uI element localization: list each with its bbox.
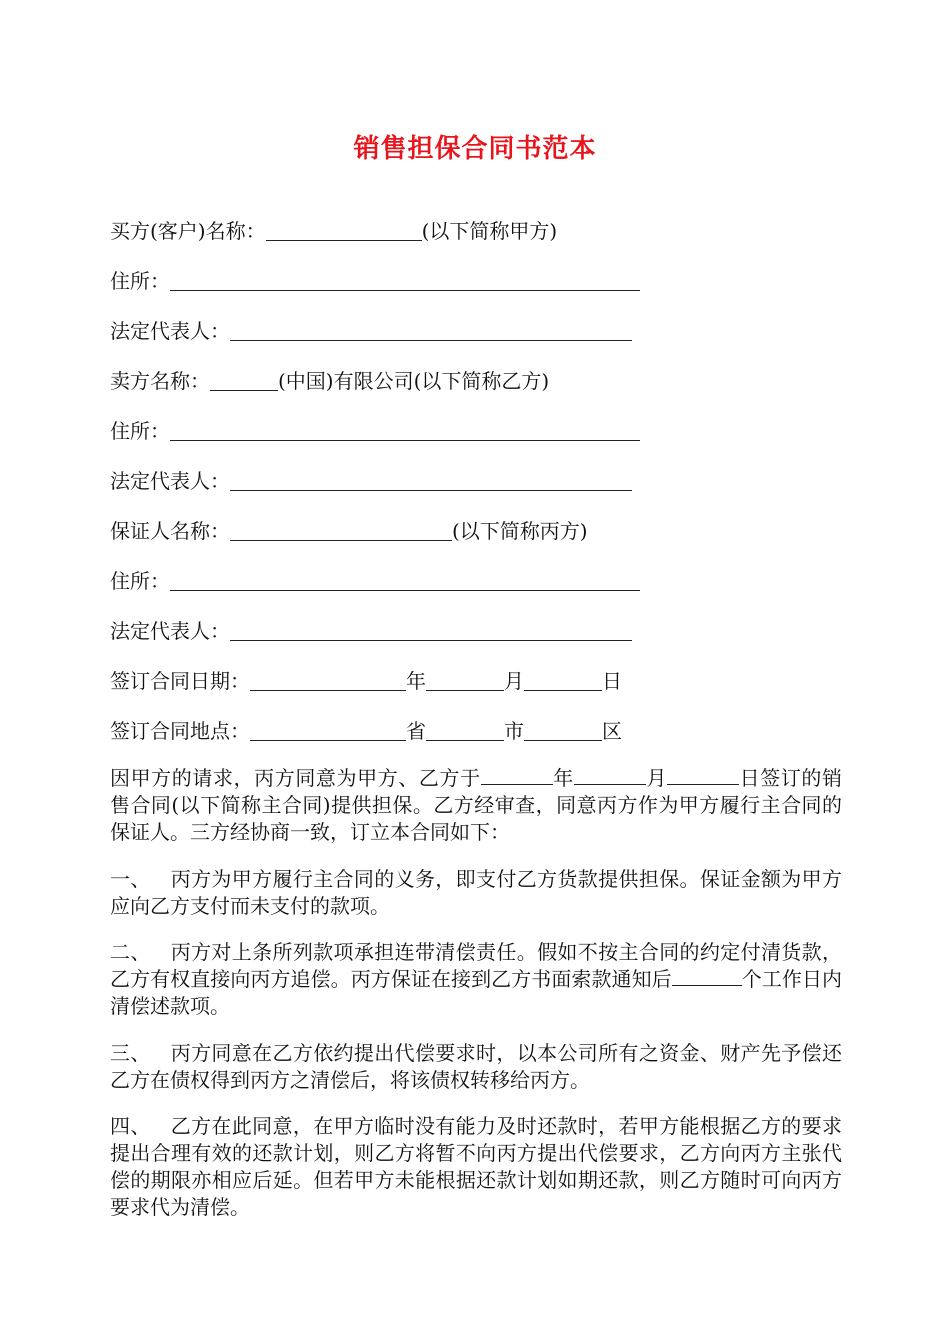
guarantor-rep-blank[interactable]	[230, 620, 632, 641]
buyer-rep-row	[110, 316, 632, 346]
seller-name-label: 卖方名称：	[110, 369, 210, 393]
seller-address-blank[interactable]	[170, 420, 640, 441]
clause-text: 丙方为甲方履行主合同的义务，即支付乙方货款提供担保。保证金额为甲方应向乙方支付而未支付的款项。	[110, 867, 843, 918]
sign-place-row	[110, 716, 622, 746]
sign-day-blank[interactable]	[524, 670, 602, 691]
buyer-rep-blank[interactable]	[230, 320, 632, 341]
seller-rep-label: 法定代表人：	[110, 469, 230, 493]
buyer-address-row	[110, 266, 640, 296]
intro-year-blank[interactable]	[481, 766, 553, 785]
province-label: 省	[406, 719, 426, 743]
seller-address-label: 住所：	[110, 419, 170, 443]
seller-name-blank[interactable]	[210, 370, 278, 391]
sign-province-blank[interactable]	[250, 720, 406, 741]
buyer-address-label: 住所：	[110, 269, 170, 293]
sign-date-label: 签订合同日期：	[110, 669, 250, 693]
seller-address-row	[110, 416, 640, 446]
guarantor-name-suffix: (以下简称丙方)	[452, 519, 588, 543]
clause-text-before: 丙方对上条所列款项承担连带清偿责任。假如不按主合同的约定付清货款，乙方有权直接向丙方追偿。丙方保证在接到乙方书面索款通知后	[110, 940, 843, 991]
sign-month-blank[interactable]	[426, 670, 504, 691]
clause-1	[110, 866, 842, 920]
buyer-name-blank[interactable]	[266, 220, 422, 241]
seller-rep-row	[110, 466, 632, 496]
intro-year-label: 年	[552, 766, 574, 790]
district-label: 区	[602, 719, 622, 743]
day-label: 日	[602, 669, 622, 693]
seller-name-suffix: (中国)有限公司(以下简称乙方)	[278, 369, 550, 393]
intro-day-blank[interactable]	[667, 766, 739, 785]
clause-number: 二、	[110, 940, 151, 964]
guarantor-address-row	[110, 566, 640, 596]
guarantor-address-blank[interactable]	[170, 570, 640, 591]
clause-3	[110, 1040, 842, 1094]
guarantor-rep-row	[110, 616, 632, 646]
clause-number: 一、	[110, 867, 151, 891]
intro-month-blank[interactable]	[574, 766, 646, 785]
clause-text-after: 个工作日内清偿述款项。	[110, 967, 843, 1018]
guarantor-name-blank[interactable]	[230, 520, 452, 541]
clause-2	[110, 939, 842, 1020]
month-label: 月	[504, 669, 524, 693]
sign-year-blank[interactable]	[250, 670, 406, 691]
sign-city-blank[interactable]	[426, 720, 504, 741]
working-days-blank[interactable]	[672, 967, 742, 986]
clause-4	[110, 1113, 842, 1221]
sign-district-blank[interactable]	[524, 720, 602, 741]
guarantor-address-label: 住所：	[110, 569, 170, 593]
intro-text-part1: 因甲方的请求，丙方同意为甲方、乙方于	[110, 766, 481, 790]
document-title: 销售担保合同书范本	[353, 134, 597, 164]
guarantor-name-row	[110, 516, 588, 546]
seller-name-row	[110, 366, 549, 396]
buyer-rep-label: 法定代表人：	[110, 319, 230, 343]
intro-text-part2: 日签订的销售合同(以下简称主合同)提供担保。乙方经审查，同意丙方作为甲方履行主合同的保证人。三方经协商一致，订立本合同如下：	[110, 766, 843, 844]
clause-number: 三、	[110, 1041, 151, 1065]
buyer-address-blank[interactable]	[170, 270, 640, 291]
intro-month-label: 月	[645, 766, 668, 790]
seller-rep-blank[interactable]	[230, 470, 632, 491]
city-label: 市	[504, 719, 524, 743]
clause-number: 四、	[110, 1114, 151, 1138]
buyer-name-suffix: (以下简称甲方)	[421, 219, 558, 243]
buyer-name-row	[110, 216, 557, 246]
clause-text: 乙方在此同意，在甲方临时没有能力及时还款时，若甲方能根据乙方的要求提出合理有效的还款计划，则乙方将暂不向丙方提出代偿要求，乙方向丙方主张代偿的期限亦相应后延。但若甲方未能根据还款计划如期还款，则乙方随时可向丙方要求代为清偿。	[110, 1114, 843, 1219]
sign-date-row	[110, 666, 622, 696]
intro-paragraph	[110, 765, 842, 846]
year-label: 年	[406, 669, 426, 693]
buyer-name-label: 买方(客户)名称：	[110, 219, 266, 243]
clause-text: 丙方同意在乙方依约提出代偿要求时，以本公司所有之资金、财产先予偿还乙方在债权得到丙方之清偿后，将该债权转移给丙方。	[110, 1041, 843, 1092]
sign-place-label: 签订合同地点：	[110, 719, 250, 743]
guarantor-name-label: 保证人名称：	[110, 519, 230, 543]
guarantor-rep-label: 法定代表人：	[110, 619, 230, 643]
